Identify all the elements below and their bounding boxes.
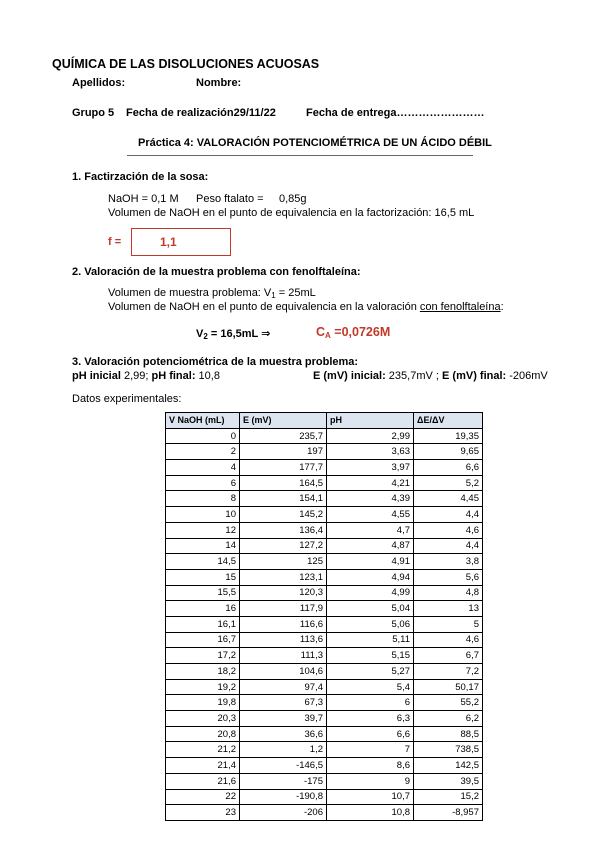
cell-v-naoh: 12: [166, 522, 240, 538]
cell-e-mv: 197: [240, 444, 327, 460]
cell-de-dv: 4,6: [414, 522, 483, 538]
cell-de-dv: 3,8: [414, 554, 483, 570]
cell-ph: 5,15: [327, 648, 414, 664]
cell-de-dv: 55,2: [414, 695, 483, 711]
divider: [127, 155, 473, 156]
cell-ph: 6,6: [327, 726, 414, 742]
cell-v-naoh: 14,5: [166, 554, 240, 570]
cell-e-mv: 164,5: [240, 475, 327, 491]
cell-ph: 3,63: [327, 444, 414, 460]
v2-result: $V_2 = 16,5mL$ ⇒: [196, 328, 271, 341]
practica-title: Práctica 4: VALORACIÓN POTENCIOMÉTRICA DE UN ÁCIDO DÉBIL: [138, 137, 492, 149]
cell-ph: 4,55: [327, 507, 414, 523]
grupo-label: Grupo 5: [72, 107, 115, 119]
section3-heading: 3. Valoración potenciométrica de la muestra problema:: [72, 356, 359, 368]
cell-de-dv: 6,2: [414, 711, 483, 727]
table-row: [166, 460, 483, 476]
cell-e-mv: 104,6: [240, 664, 327, 680]
table-row: [166, 491, 483, 507]
cell-v-naoh: 16: [166, 601, 240, 617]
cell-ph: 9: [327, 773, 414, 789]
f-value: 1,1: [160, 235, 177, 249]
table-header-row: [166, 413, 483, 429]
volumen-naoh-valoracion: Volumen de NaOH en el punto de equivalencia en la valoración con fenolftaleína:: [108, 301, 504, 313]
table-row: [166, 428, 483, 444]
cell-ph: 8,6: [327, 758, 414, 774]
table-row: [166, 742, 483, 758]
section2-heading: 2. Valoración de la muestra problema con fenolftaleína:: [72, 266, 361, 278]
cell-ph: 4,7: [327, 522, 414, 538]
table-row: [166, 507, 483, 523]
cell-de-dv: 4,6: [414, 632, 483, 648]
cell-e-mv: -190,8: [240, 789, 327, 805]
cell-ph: 2,99: [327, 428, 414, 444]
cell-v-naoh: 20,3: [166, 711, 240, 727]
table-row: [166, 585, 483, 601]
cell-de-dv: 13: [414, 601, 483, 617]
header-v-naoh: V NaOH (mL): [166, 413, 240, 429]
cell-de-dv: 50,17: [414, 679, 483, 695]
cell-de-dv: 15,2: [414, 789, 483, 805]
table-row: [166, 679, 483, 695]
cell-e-mv: 113,6: [240, 632, 327, 648]
cell-de-dv: 738,5: [414, 742, 483, 758]
cell-v-naoh: 16,7: [166, 632, 240, 648]
cell-de-dv: -8,957: [414, 805, 483, 821]
cell-v-naoh: 16,1: [166, 616, 240, 632]
table-row: [166, 758, 483, 774]
cell-e-mv: 145,2: [240, 507, 327, 523]
cell-e-mv: -146,5: [240, 758, 327, 774]
cell-e-mv: 97,4: [240, 679, 327, 695]
cell-e-mv: 123,1: [240, 569, 327, 585]
cell-v-naoh: 4: [166, 460, 240, 476]
cell-v-naoh: 21,6: [166, 773, 240, 789]
table-row: [166, 601, 483, 617]
cell-de-dv: 88,5: [414, 726, 483, 742]
table-row: [166, 648, 483, 664]
cell-e-mv: -206: [240, 805, 327, 821]
cell-e-mv: 177,7: [240, 460, 327, 476]
cell-e-mv: 120,3: [240, 585, 327, 601]
cell-de-dv: 7,2: [414, 664, 483, 680]
header-de-dv: ΔE/ΔV: [414, 413, 483, 429]
header-ph: pH: [327, 413, 414, 429]
f-label: f =: [108, 236, 122, 248]
cell-ph: 10,7: [327, 789, 414, 805]
header-e-mv: E (mV): [240, 413, 327, 429]
cell-de-dv: 19,35: [414, 428, 483, 444]
cell-e-mv: 116,6: [240, 616, 327, 632]
cell-de-dv: 6,6: [414, 460, 483, 476]
nombre-label: Nombre:: [196, 77, 242, 89]
cell-v-naoh: 19,2: [166, 679, 240, 695]
table-row: [166, 695, 483, 711]
cell-v-naoh: 15: [166, 569, 240, 585]
cell-e-mv: 1,2: [240, 742, 327, 758]
ca-result: $C_A =0,0726M$: [316, 325, 391, 340]
cell-v-naoh: 0: [166, 428, 240, 444]
cell-e-mv: 111,3: [240, 648, 327, 664]
cell-ph: 4,21: [327, 475, 414, 491]
cell-v-naoh: 21,4: [166, 758, 240, 774]
cell-v-naoh: 18,2: [166, 664, 240, 680]
ph-summary: pH inicial 2,99; pH final: 10,8: [72, 370, 220, 382]
cell-v-naoh: 21,2: [166, 742, 240, 758]
cell-v-naoh: 6: [166, 475, 240, 491]
cell-de-dv: 39,5: [414, 773, 483, 789]
apellidos-label: Apellidos:: [72, 77, 126, 89]
table-row: [166, 444, 483, 460]
cell-ph: 7: [327, 742, 414, 758]
cell-e-mv: 36,6: [240, 726, 327, 742]
cell-v-naoh: 22: [166, 789, 240, 805]
cell-ph: 4,94: [327, 569, 414, 585]
table-row: [166, 711, 483, 727]
cell-de-dv: 9,65: [414, 444, 483, 460]
cell-v-naoh: 2: [166, 444, 240, 460]
cell-de-dv: 6,7: [414, 648, 483, 664]
table-row: [166, 789, 483, 805]
volumen-muestra: Volumen de muestra problema: $V_1 = 25mL$: [108, 287, 316, 300]
cell-e-mv: 39,7: [240, 711, 327, 727]
cell-v-naoh: 8: [166, 491, 240, 507]
table-row: [166, 805, 483, 821]
cell-v-naoh: 14: [166, 538, 240, 554]
cell-ph: 5,11: [327, 632, 414, 648]
table-row: [166, 726, 483, 742]
cell-e-mv: 67,3: [240, 695, 327, 711]
cell-de-dv: 4,4: [414, 507, 483, 523]
cell-v-naoh: 15,5: [166, 585, 240, 601]
cell-ph: 4,87: [327, 538, 414, 554]
table-row: [166, 632, 483, 648]
cell-v-naoh: 10: [166, 507, 240, 523]
cell-ph: 6: [327, 695, 414, 711]
cell-de-dv: 5: [414, 616, 483, 632]
cell-e-mv: 127,2: [240, 538, 327, 554]
cell-de-dv: 5,6: [414, 569, 483, 585]
table-row: [166, 538, 483, 554]
cell-ph: 4,99: [327, 585, 414, 601]
cell-e-mv: 125: [240, 554, 327, 570]
cell-de-dv: 4,45: [414, 491, 483, 507]
cell-ph: 6,3: [327, 711, 414, 727]
cell-e-mv: 136,4: [240, 522, 327, 538]
section1-heading: 1. Factirzación de la sosa:: [72, 171, 209, 183]
cell-e-mv: 117,9: [240, 601, 327, 617]
peso-ftalato-label: Peso ftalato =: [196, 193, 264, 205]
data-table: [165, 412, 483, 821]
f-result-box: [131, 228, 231, 256]
table-row: [166, 773, 483, 789]
peso-ftalato-value: 0,85g: [279, 193, 307, 205]
cell-e-mv: 154,1: [240, 491, 327, 507]
datos-experimentales-label: Datos experimentales:: [72, 393, 182, 405]
cell-de-dv: 142,5: [414, 758, 483, 774]
table-row: [166, 475, 483, 491]
naoh-concentration: NaOH = 0,1 M: [108, 193, 179, 205]
cell-ph: 3,97: [327, 460, 414, 476]
cell-de-dv: 4,8: [414, 585, 483, 601]
cell-ph: 10,8: [327, 805, 414, 821]
document-title: QUÍMICA DE LAS DISOLUCIONES ACUOSAS: [52, 57, 320, 71]
cell-ph: 5,4: [327, 679, 414, 695]
cell-e-mv: -175: [240, 773, 327, 789]
table-row: [166, 616, 483, 632]
table-row: [166, 522, 483, 538]
table-row: [166, 554, 483, 570]
cell-de-dv: 4,4: [414, 538, 483, 554]
table-row: [166, 569, 483, 585]
fecha-realizacion: Fecha de realización29/11/22: [126, 107, 276, 119]
cell-ph: 5,06: [327, 616, 414, 632]
volumen-factorizacion: Volumen de NaOH en el punto de equivalencia en la factorización: 16,5 mL: [108, 207, 475, 219]
cell-v-naoh: 23: [166, 805, 240, 821]
cell-ph: 4,39: [327, 491, 414, 507]
cell-ph: 4,91: [327, 554, 414, 570]
fecha-entrega: Fecha de entrega……………………: [306, 107, 485, 119]
cell-de-dv: 5,2: [414, 475, 483, 491]
cell-v-naoh: 19,8: [166, 695, 240, 711]
cell-v-naoh: 17,2: [166, 648, 240, 664]
e-summary: E (mV) inicial: 235,7mV ; E (mV) final: -206mV: [313, 370, 548, 382]
cell-v-naoh: 20,8: [166, 726, 240, 742]
cell-e-mv: 235,7: [240, 428, 327, 444]
table-row: [166, 664, 483, 680]
cell-ph: 5,04: [327, 601, 414, 617]
cell-ph: 5,27: [327, 664, 414, 680]
